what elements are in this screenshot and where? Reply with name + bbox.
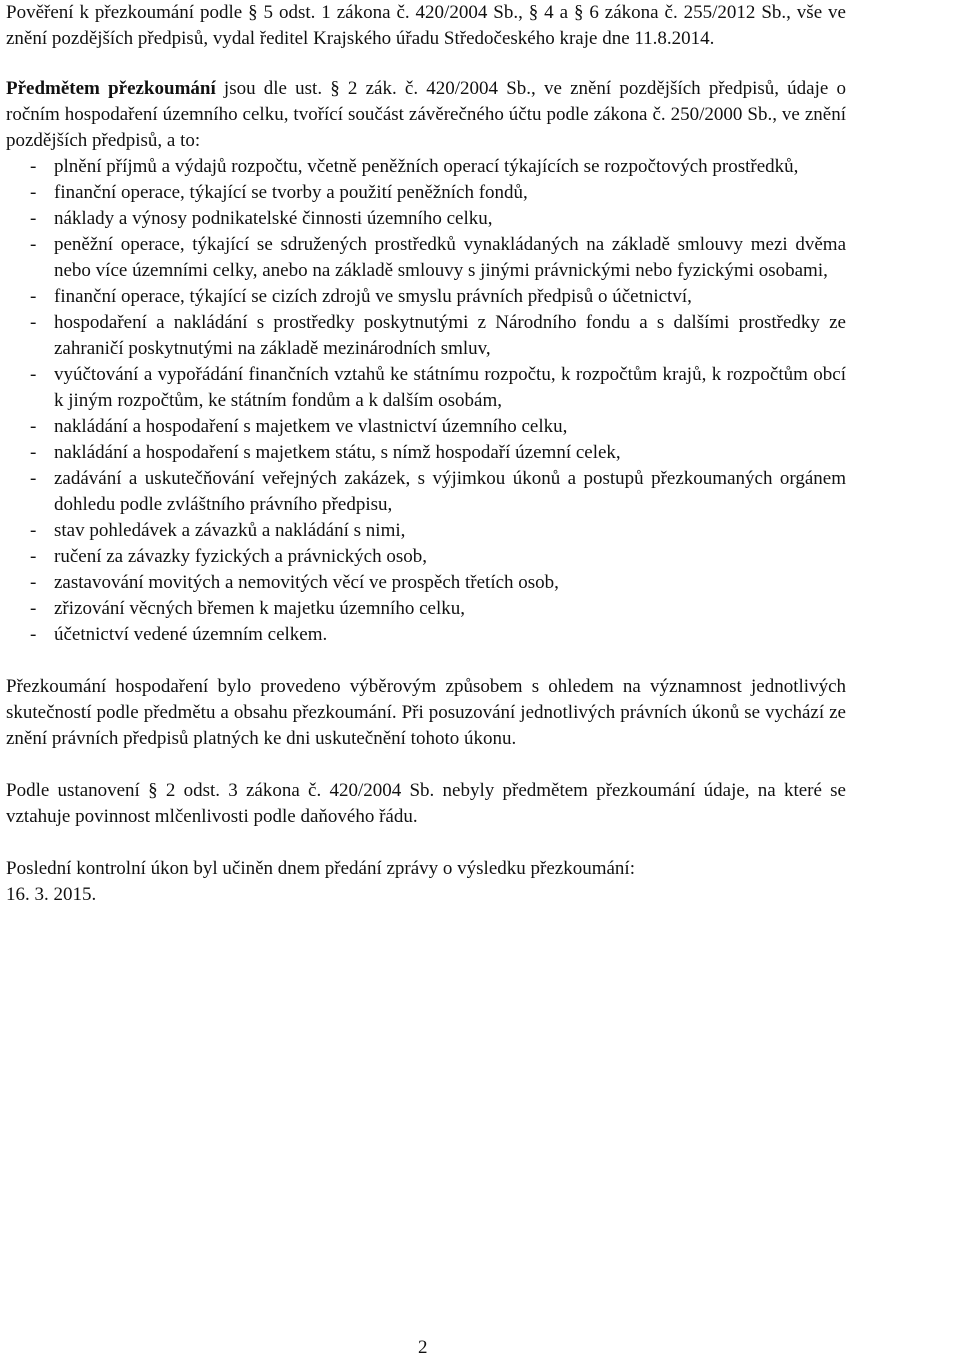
bullet-dash: - [30, 546, 37, 567]
list-item-text: finanční operace, týkající se cizích zdrojů ve smyslu právních předpisů o účetnictví, [54, 286, 692, 307]
last-act-label: Poslední kontrolní úkon byl učiněn dnem předání zprávy o výsledku přezkoumání: [6, 858, 635, 879]
bullet-dash: - [30, 598, 37, 619]
subject-text: jsou dle ust. § 2 zák. č. 420/2004 Sb., ve znění pozdějších předpisů, údaje o ročním hospodaření územního celku, tvořící součást závěrečného účtu podle zákona č. 250/2000 Sb., ve znění pozdějších předpisů, a to: [6, 78, 846, 151]
subject-paragraph [6, 76, 846, 154]
list-item [6, 570, 846, 596]
bullet-dash: - [30, 624, 37, 645]
confidentiality-paragraph: Podle ustanovení § 2 odst. 3 zákona č. 420/2004 Sb. nebyly předmětem přezkoumání údaje, na které se vztahuje povinnost mlčenlivosti podle daňového řádu. [6, 780, 846, 827]
bullet-dash: - [30, 156, 37, 177]
list-item-text: hospodaření a nakládání s prostředky poskytnutými z Národního fondu a s dalšími prostředky ze zahraničí poskytnutými na základě mezinárodních smluv, [54, 312, 846, 359]
list-item-text: vyúčtování a vypořádání finančních vztahů ke státnímu rozpočtu, k rozpočtům krajů, k rozpočtům obcí k jiným rozpočtům, ke státním fondům a k dalším osobám, [54, 364, 846, 411]
bullet-dash: - [30, 286, 37, 307]
list-item [6, 440, 846, 466]
list-item-text: nakládání a hospodaření s majetkem státu, s nímž hospodaří územní celek, [54, 442, 621, 463]
list-item-text: náklady a výnosy podnikatelské činnosti územního celku, [54, 208, 493, 229]
bullet-dash: - [30, 312, 37, 333]
list-item-text: ručení za závazky fyzických a právnických osob, [54, 546, 427, 567]
bullet-dash: - [30, 520, 37, 541]
last-control-act-paragraph [6, 856, 846, 908]
bullet-dash: - [30, 416, 37, 437]
last-act-date: 16. 3. 2015. [6, 884, 97, 905]
bullet-dash: - [30, 468, 37, 489]
list-item-text: finanční operace, týkající se tvorby a použití peněžních fondů, [54, 182, 528, 203]
list-item [6, 206, 846, 232]
authorization-paragraph: Pověření k přezkoumání podle § 5 odst. 1 zákona č. 420/2004 Sb., § 4 a § 6 zákona č. 255/2012 Sb., vše ve znění pozdějších předpisů, vydal ředitel Krajského úřadu Středočeského kraje dne 11.8.2014. [6, 2, 846, 49]
list-item [6, 414, 846, 440]
review-method-paragraph: Přezkoumání hospodaření bylo provedeno výběrovým způsobem s ohledem na významnost jednotlivých skutečností podle předmětu a obsahu přezkoumání. Při posuzování jednotlivých právních úkonů se vychází ze znění právních předpisů platných ke dni uskutečnění tohoto úkonu. [6, 676, 846, 749]
list-item [6, 466, 846, 518]
document-page [6, 0, 846, 908]
list-item [6, 180, 846, 206]
list-item-text: zadávání a uskutečňování veřejných zakázek, s výjimkou úkonů a postupů přezkoumaných orgánem dohledu podle zvláštního právního předpisu, [54, 468, 846, 515]
list-item [6, 518, 846, 544]
bullet-dash: - [30, 234, 37, 255]
bullet-dash: - [30, 364, 37, 385]
list-item-text: nakládání a hospodaření s majetkem ve vlastnictví územního celku, [54, 416, 568, 437]
list-item [6, 284, 846, 310]
subject-lead: Předmětem přezkoumání [6, 78, 216, 99]
bullet-dash: - [30, 442, 37, 463]
list-item [6, 544, 846, 570]
bullet-dash: - [30, 208, 37, 229]
list-item-text: zastavování movitých a nemovitých věcí ve prospěch třetích osob, [54, 572, 559, 593]
list-item [6, 232, 846, 284]
list-item [6, 596, 846, 622]
list-item [6, 362, 846, 414]
list-item-text: peněžní operace, týkající se sdružených prostředků vynakládaných na základě smlouvy mezi dvěma nebo více územními celky, anebo na základě smlouvy s jinými právnickými nebo fyzickými osobami, [54, 234, 846, 281]
list-item-text: zřizování věcných břemen k majetku územního celku, [54, 598, 465, 619]
bullet-dash: - [30, 572, 37, 593]
review-items-list [6, 154, 846, 648]
list-item [6, 622, 846, 648]
list-item-text: účetnictví vedené územním celkem. [54, 624, 328, 645]
list-item [6, 154, 846, 180]
bullet-dash: - [30, 182, 37, 203]
list-item-text: stav pohledávek a závazků a nakládání s nimi, [54, 520, 406, 541]
list-item [6, 310, 846, 362]
list-item-text: plnění příjmů a výdajů rozpočtu, včetně peněžních operací týkajících se rozpočtových prostředků, [54, 156, 799, 177]
page-number: 2 [418, 1337, 428, 1358]
